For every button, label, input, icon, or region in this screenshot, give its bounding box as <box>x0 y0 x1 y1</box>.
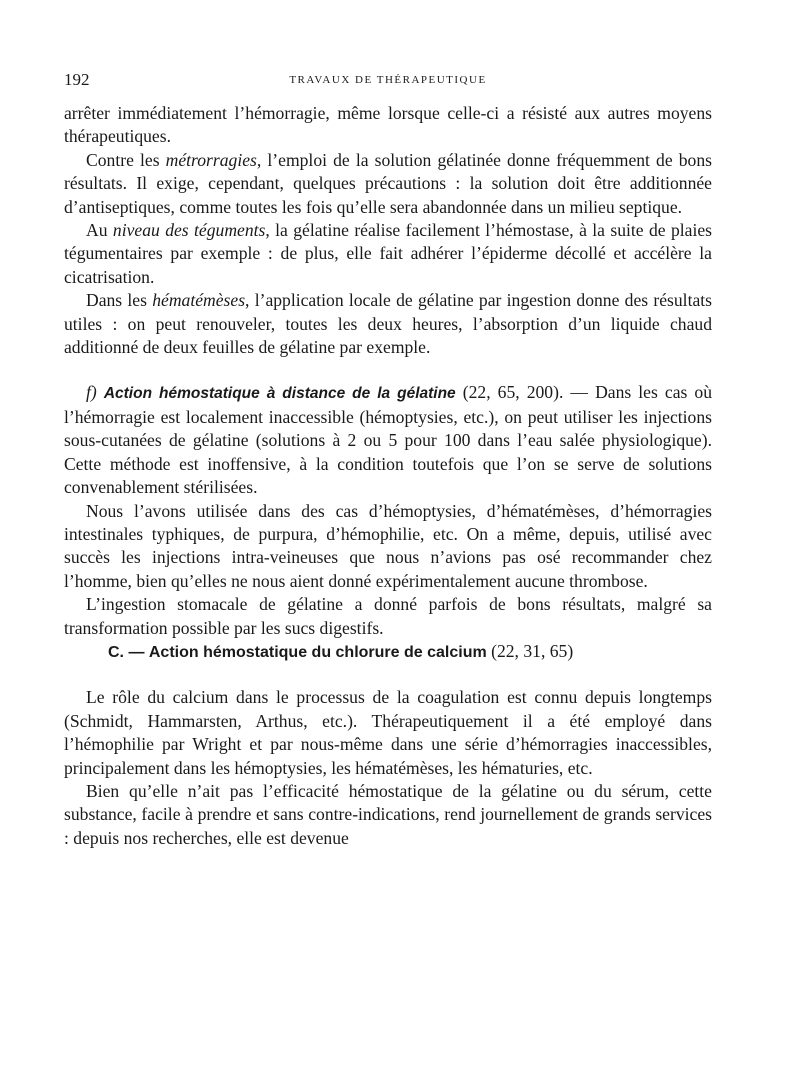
subsection-label: f) <box>86 382 97 403</box>
italic-term: niveau des téguments <box>112 220 266 241</box>
paragraph-lead: Au <box>86 220 113 241</box>
italic-term: métrorragies <box>165 149 257 170</box>
paragraph-text: , l’emploi de la solution gélatinée donne fréquemment de bons résultats. Il exige, cependant, quelques précautions : la solution doit être additionnée d’antiseptiques, comme toutes les fois qu’elle sera abandonnée dans un milieu septique. <box>64 149 712 217</box>
paragraph-metrorragies <box>64 149 712 219</box>
paragraph-text: , la gélatine réalise facilement l’hémostase, à la suite de plaies tégumentaires par exemple : de plus, elle fait adhérer l’épiderme décollé et accélère la cicatrisation. <box>64 220 713 287</box>
paragraph-text: arrêter immédiatement l’hémorragie, même lorsque celle-ci a résisté aux autres moyens thérapeutiques. <box>64 103 712 147</box>
paragraph-text: Le rôle du calcium dans le processus de la coagulation est connu depuis longtemps (Schmidt, Hammarsten, Arthus, etc.). Thérapeutiquement il a été employé dans l’hémophilie par Wright et par nous-même dans une série d’hémorragies inaccessibles, principalement dans les hémoptysies, les hématémèses, les hématuries, etc. <box>64 687 712 778</box>
paragraph-text: , l’application locale de gélatine par ingestion donne des résultats utiles : on peut renouveler, toutes les deux heures, l’absorption d’un liquide chaud additionné de deux feuilles de gélatine par exemple. <box>64 290 712 358</box>
paragraph-teguments <box>64 219 712 289</box>
paragraph-lead: Dans les <box>86 290 153 311</box>
running-title: TRAVAUX DE THÉRAPEUTIQUE <box>289 74 487 86</box>
paragraph-text: — Dans les cas où l’hémorragie est localement inaccessible (hémoptysies, etc.), on peut utiliser les injections sous-cutanées de gélatine (solutions à 2 ou 5 pour 100 dans l’eau salée physiologique). Cette méthode est inoffensive, à la condition toutefois que l’on se serve de solutions convenablement stérilisées. <box>64 382 712 498</box>
paragraph-hematemeses <box>64 289 712 359</box>
paragraph-lead: Contre les <box>86 149 166 170</box>
paragraph-text: L’ingestion stomacale de gélatine a donné parfois de bons résultats, malgré sa transformation possible par les sucs digestifs. <box>64 594 712 638</box>
paragraph-text: Nous l’avons utilisée dans des cas d’hémoptysies, d’hématémèses, d’hémorragies intestinales typhiques, de purpura, d’hémophilie, etc. On a même, depuis, utilisé avec succès les injections intra-veineuses que nous n’avions pas osé recommander chez l’homme, bien qu’elles ne nous aient donné expérimentalement aucune thrombose. <box>64 500 712 591</box>
paragraph-calcium-role <box>64 686 712 780</box>
paragraph-calcium-use <box>64 780 712 850</box>
paragraph-text: Bien qu’elle n’ait pas l’efficacité hémostatique de la gélatine ou du sérum, cette substance, facile à prendre et sans contre-indications, rend journellement de grands services : depuis nos recherches, elle est devenue <box>64 780 712 848</box>
paragraph-subsection-f <box>64 381 712 499</box>
running-head <box>64 68 712 96</box>
section-title: Action hémostatique du chlorure de calcium <box>148 643 487 661</box>
subsection-refs: (22, 65, 200). <box>455 382 564 403</box>
section-heading-c <box>64 640 712 664</box>
subsection-title: Action hémostatique à distance de la gélatine <box>103 385 456 403</box>
italic-term: hématémèses <box>152 290 246 311</box>
paragraph-ingestion <box>64 593 712 640</box>
paragraph-usages <box>64 500 712 594</box>
section-letter: C. — <box>108 643 145 661</box>
page-number: 192 <box>64 70 90 89</box>
paragraph-continuation <box>64 102 712 149</box>
book-page <box>64 68 712 850</box>
section-refs: (22, 31, 65) <box>486 640 574 661</box>
